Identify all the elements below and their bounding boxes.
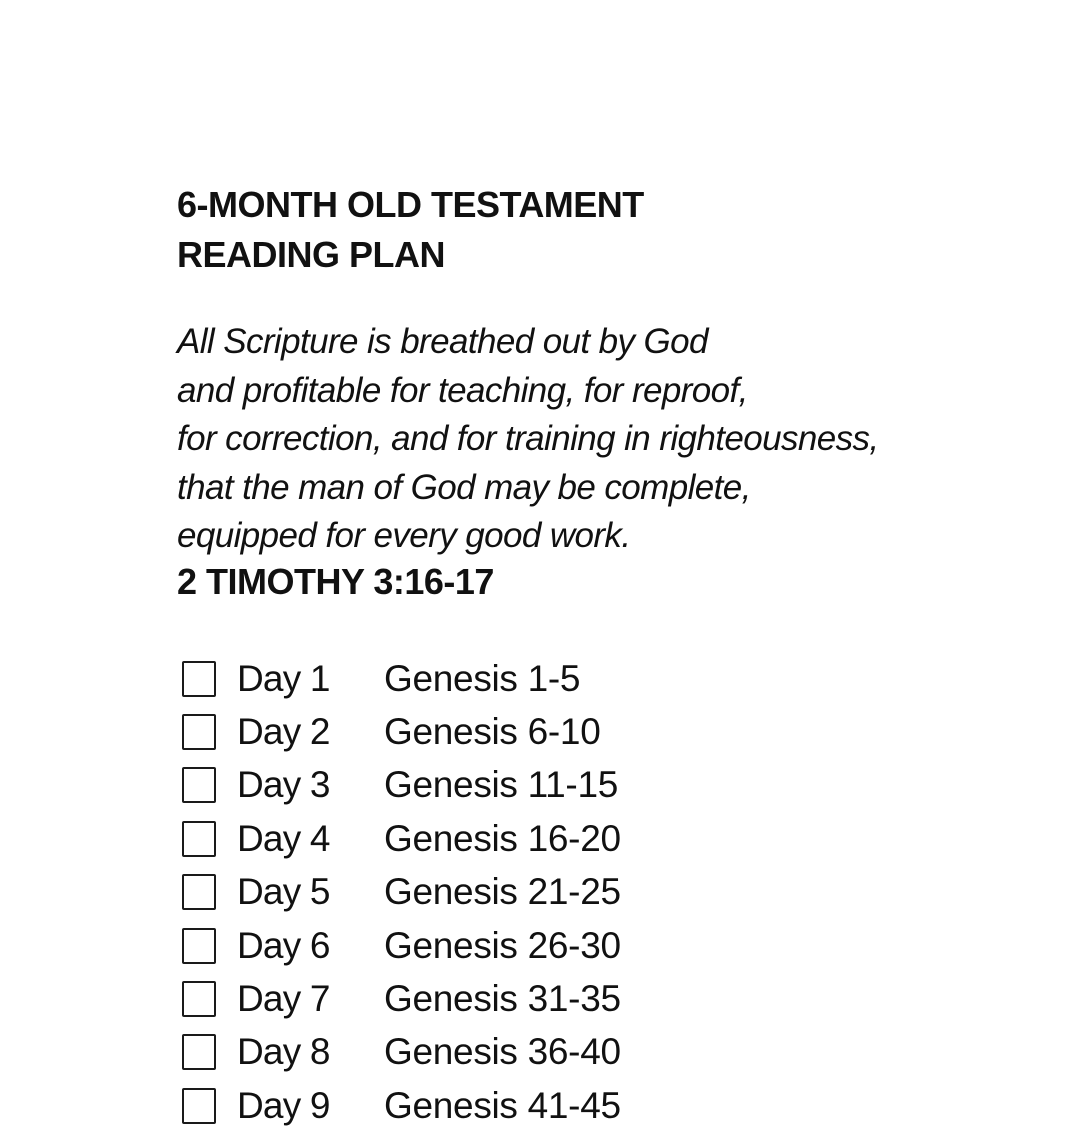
title-line-1: 6-MONTH OLD TESTAMENT	[177, 184, 644, 225]
day-label: Day 5	[237, 871, 330, 913]
passage-label: Genesis 26-30	[384, 924, 621, 966]
passage-label: Genesis 36-40	[384, 1031, 621, 1073]
passage-label: Genesis 6-10	[384, 711, 601, 753]
quote-line: equipped for every good work.	[177, 516, 631, 555]
quote-line: All Scripture is breathed out by God	[177, 322, 708, 361]
day-label: Day 8	[237, 1031, 330, 1073]
passage-label: Genesis 16-20	[384, 817, 621, 859]
checklist-row-day-5[interactable]	[182, 866, 621, 919]
checklist-row-day-9[interactable]	[182, 1079, 621, 1132]
checklist-row-day-1[interactable]	[182, 652, 621, 705]
day-label: Day 2	[237, 711, 330, 753]
day-checkbox[interactable]	[182, 821, 216, 857]
passage-label: Genesis 11-15	[384, 764, 618, 806]
checklist-row-day-3[interactable]	[182, 759, 621, 812]
day-checkbox[interactable]	[182, 981, 216, 1017]
checklist-row-day-8[interactable]	[182, 1026, 621, 1079]
passage-label: Genesis 31-35	[384, 978, 621, 1020]
checklist-row-day-6[interactable]	[182, 919, 621, 972]
day-checkbox[interactable]	[182, 874, 216, 910]
title-line-2: READING PLAN	[177, 234, 446, 275]
day-checkbox[interactable]	[182, 714, 216, 750]
passage-label: Genesis 1-5	[384, 657, 581, 699]
day-checkbox[interactable]	[182, 767, 216, 803]
page-title	[177, 180, 644, 280]
passage-label: Genesis 41-45	[384, 1084, 621, 1126]
day-label: Day 9	[237, 1084, 330, 1126]
day-checkbox[interactable]	[182, 1034, 216, 1070]
passage-label: Genesis 21-25	[384, 871, 621, 913]
scripture-quote	[177, 318, 879, 561]
day-label: Day 7	[237, 978, 330, 1020]
checklist-row-day-7[interactable]	[182, 972, 621, 1025]
day-label: Day 3	[237, 764, 330, 806]
reading-checklist	[182, 652, 621, 1133]
quote-line: for correction, and for training in righteousness,	[177, 419, 879, 458]
checklist-row-day-4[interactable]	[182, 812, 621, 865]
day-label: Day 4	[237, 817, 330, 859]
checklist-row-day-2[interactable]	[182, 705, 621, 758]
day-checkbox[interactable]	[182, 928, 216, 964]
scripture-reference: 2 TIMOTHY 3:16-17	[177, 561, 494, 602]
day-checkbox[interactable]	[182, 661, 216, 697]
quote-line: and profitable for teaching, for reproof,	[177, 370, 748, 410]
day-label: Day 1	[237, 657, 330, 699]
day-label: Day 6	[237, 924, 330, 966]
day-checkbox[interactable]	[182, 1088, 216, 1124]
quote-line: that the man of God may be complete,	[177, 467, 751, 507]
